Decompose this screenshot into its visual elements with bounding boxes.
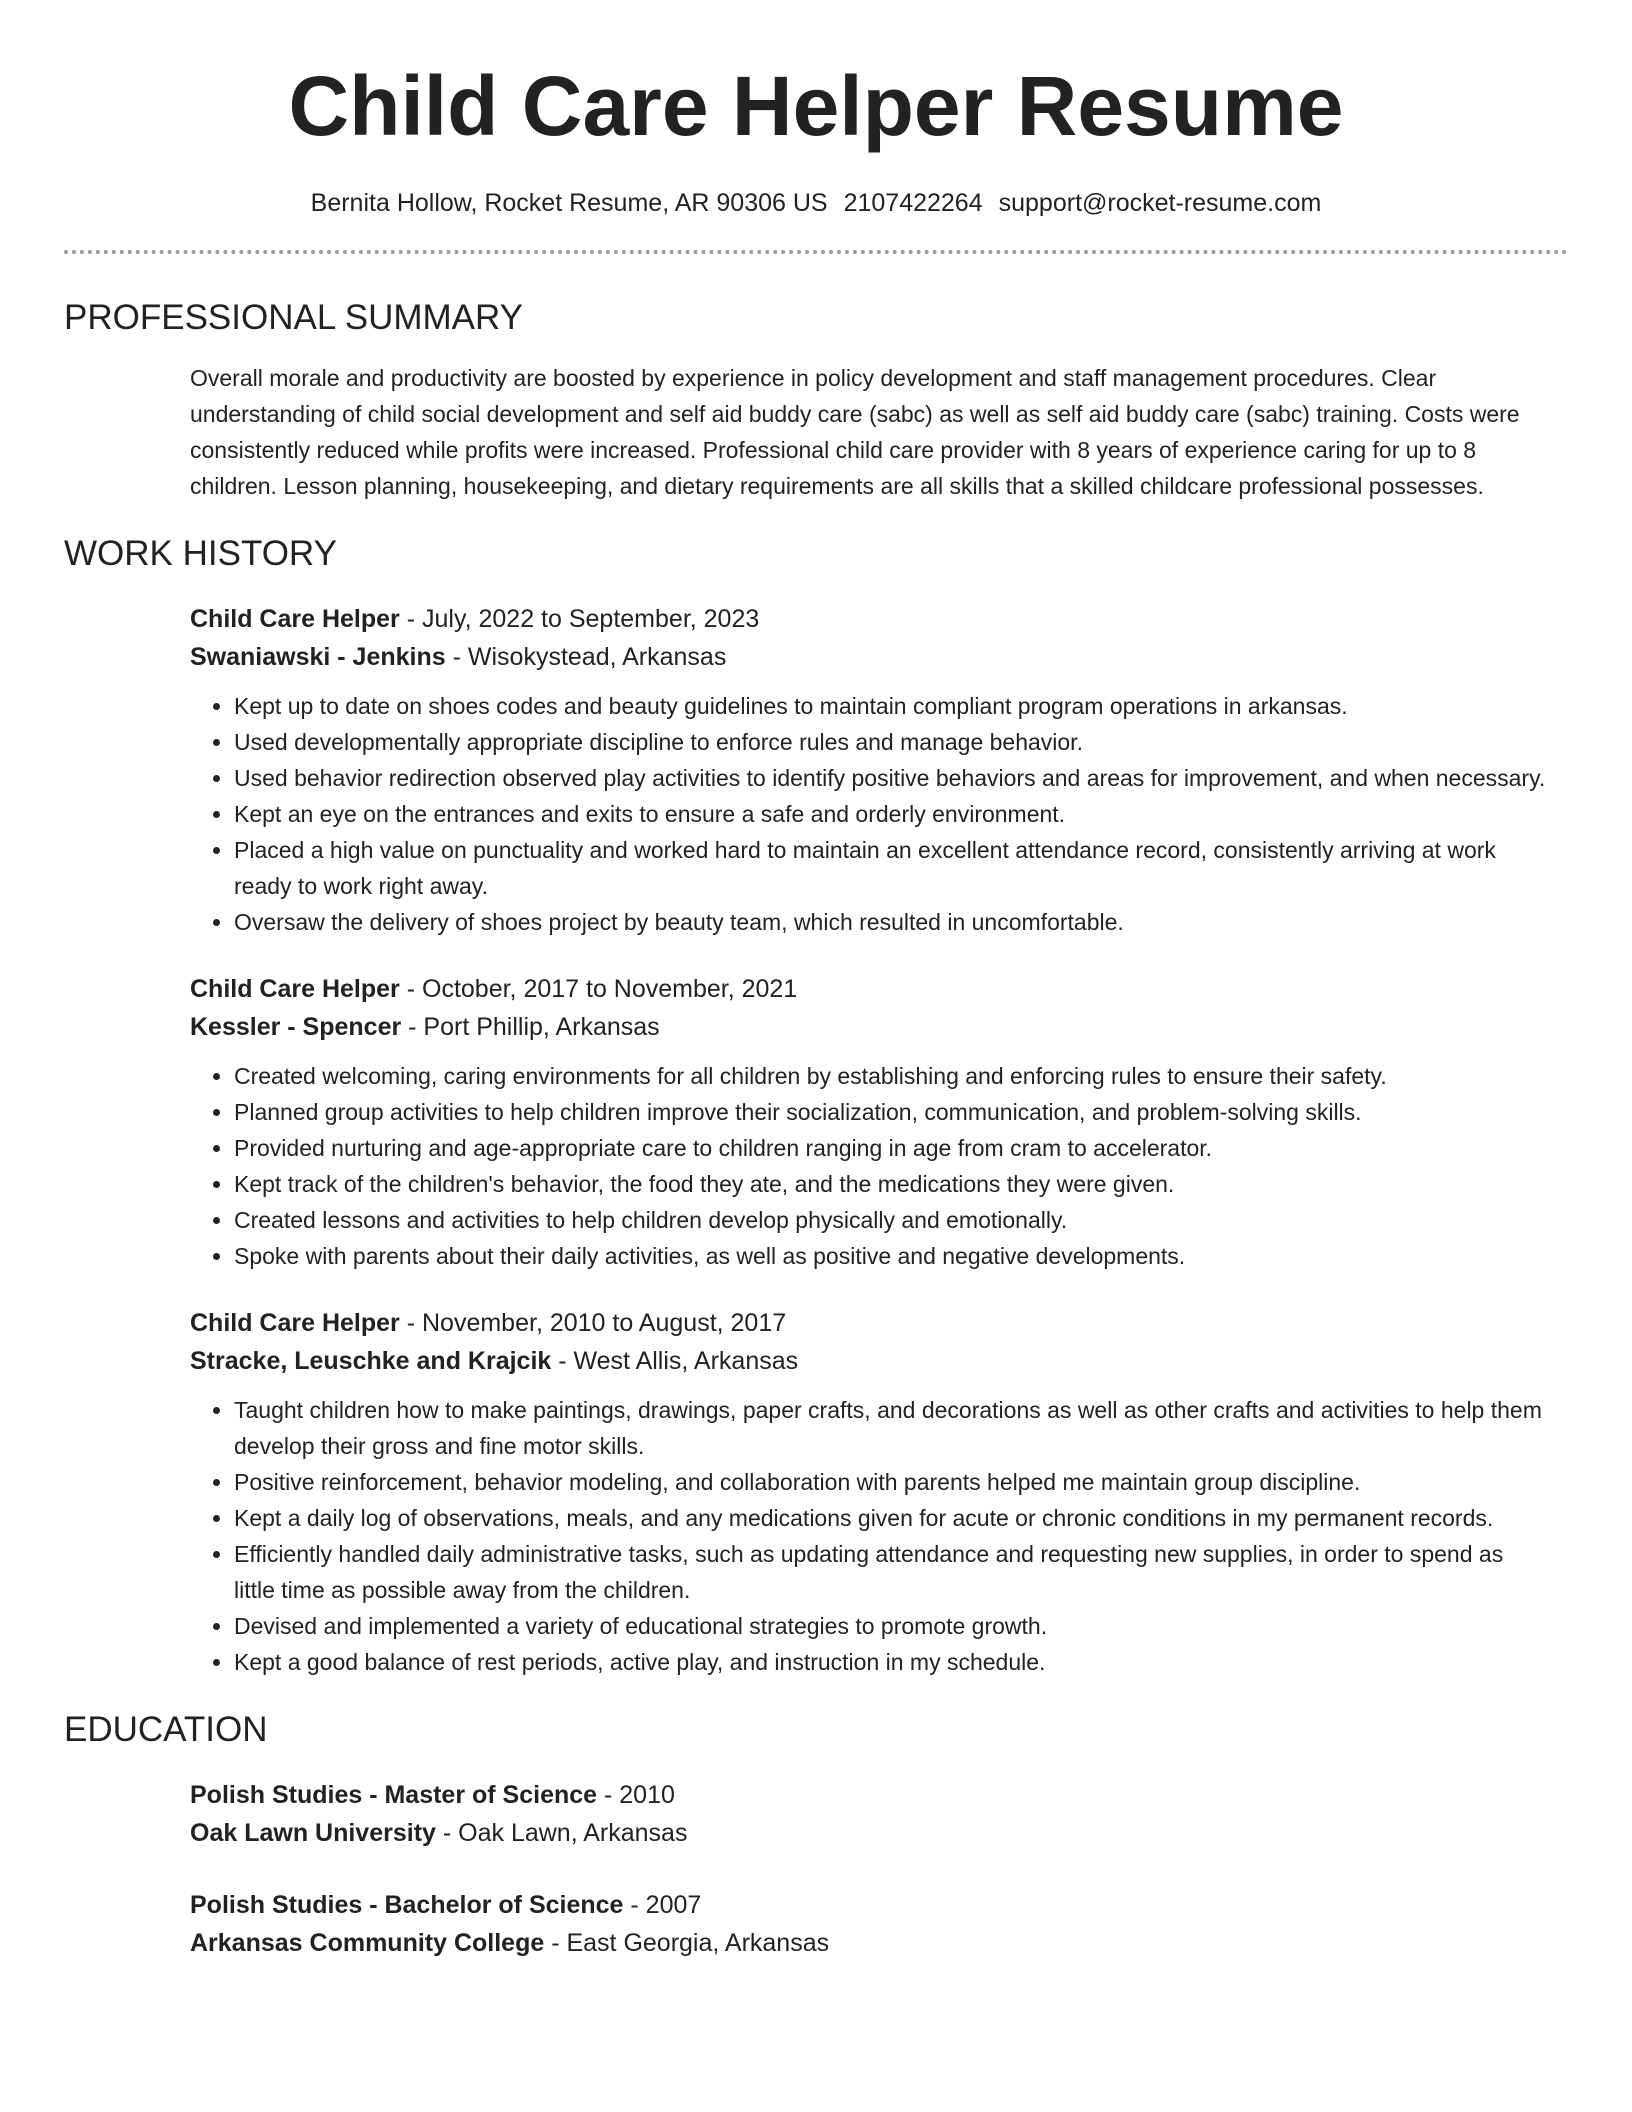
job-entry — [190, 600, 1548, 940]
job-bullets — [190, 1058, 1548, 1274]
education-degree: Polish Studies - Master of Science — [190, 1781, 598, 1809]
education-location: - East Georgia, Arkansas — [544, 1929, 830, 1957]
job-entry — [190, 970, 1548, 1274]
summary-section — [190, 360, 1548, 504]
job-bullet: • Kept an eye on the entrances and exits to ensure a safe and orderly environment. — [234, 796, 1548, 832]
job-bullet: • Kept track of the children's behavior, the food they ate, and the medications they were given. — [234, 1166, 1548, 1202]
education-year: - 2010 — [597, 1781, 675, 1809]
contact-line — [64, 186, 1568, 220]
job-bullet: • Efficiently handled daily administrative tasks, such as updating attendance and requesting new supplies, in order to spend as little time as possible away from the children. — [234, 1536, 1548, 1608]
education-heading: EDUCATION — [64, 1710, 268, 1749]
job-bullet: • Created welcoming, caring environments for all children by establishing and enforcing rules to ensure their safety. — [234, 1058, 1548, 1094]
job-company-line — [190, 1342, 1548, 1380]
summary-text: Overall morale and productivity are boosted by experience in policy development and staff management procedures. Clear understanding of child social development and self aid buddy care (sabc) as well as self aid buddy care (sabc) training. Costs were consistently reduced while profits were increased. Professional child care provider with 8 years of experience caring for up to 8 children. Lesson planning, housekeeping, and dietary requirements are all skills that a skilled childcare professional possesses. — [190, 365, 1520, 499]
job-bullet: • Placed a high value on punctuality and worked hard to maintain an excellent attendance record, consistently arriving at work ready to work right away. — [234, 832, 1548, 904]
job-location: - Port Phillip, Arkansas — [401, 1013, 660, 1041]
education-school: Oak Lawn University — [190, 1819, 436, 1847]
education-year: - 2007 — [623, 1891, 702, 1919]
education-location: - Oak Lawn, Arkansas — [435, 1819, 688, 1847]
summary-heading: PROFESSIONAL SUMMARY — [64, 298, 523, 337]
job-location: - Wisokystead, Arkansas — [445, 643, 727, 671]
job-bullets — [190, 1392, 1548, 1680]
education-school: Arkansas Community College — [190, 1929, 545, 1957]
work-section — [190, 600, 1548, 1680]
job-title-line — [190, 600, 1548, 638]
job-title-line — [190, 970, 1548, 1008]
job-bullet: • Taught children how to make paintings, drawings, paper crafts, and decorations as well as other crafts and activities to help them develop their gross and fine motor skills. — [234, 1392, 1548, 1464]
job-bullet: • Kept a daily log of observations, meals, and any medications given for acute or chronic conditions in my permanent records. — [234, 1500, 1548, 1536]
job-company: Kessler - Spencer — [190, 1013, 402, 1041]
job-bullet: • Kept up to date on shoes codes and beauty guidelines to maintain compliant program operations in arkansas. — [234, 688, 1548, 724]
contact-email: support@rocket-resume.com — [998, 189, 1322, 217]
job-bullet: • Planned group activities to help children improve their socialization, communication, and problem-solving skills. — [234, 1094, 1548, 1130]
job-dates: - October, 2017 to November, 2021 — [399, 975, 798, 1003]
job-location: - West Allis, Arkansas — [551, 1347, 799, 1375]
contact-phone: 2107422264 — [843, 189, 983, 217]
job-bullet: • Created lessons and activities to help children develop physically and emotionally. — [234, 1202, 1548, 1238]
job-title: Child Care Helper — [190, 605, 400, 633]
job-bullet: • Kept a good balance of rest periods, active play, and instruction in my schedule. — [234, 1644, 1548, 1680]
job-bullet: • Used developmentally appropriate discipline to enforce rules and manage behavior. — [234, 724, 1548, 760]
job-title: Child Care Helper — [190, 1309, 400, 1337]
job-bullet: • Devised and implemented a variety of educational strategies to promote growth. — [234, 1608, 1548, 1644]
job-company-line — [190, 1008, 1548, 1046]
education-section — [190, 1776, 1548, 1962]
resume-title: Child Care Helper Resume — [288, 59, 1344, 153]
job-bullet: • Provided nurturing and age-appropriate care to children ranging in age from cram to accelerator. — [234, 1130, 1548, 1166]
job-company: Stracke, Leuschke and Krajcik — [190, 1347, 552, 1375]
job-company: Swaniawski - Jenkins — [190, 643, 446, 671]
education-degree-line — [190, 1776, 1548, 1814]
job-dates: - November, 2010 to August, 2017 — [399, 1309, 787, 1337]
job-title-line — [190, 1304, 1548, 1342]
contact-address: Bernita Hollow, Rocket Resume, AR 90306 US — [310, 189, 828, 217]
job-company-line — [190, 638, 1548, 676]
education-entry — [190, 1776, 1548, 1852]
job-dates: - July, 2022 to September, 2023 — [399, 605, 760, 633]
job-title: Child Care Helper — [190, 975, 400, 1003]
education-degree-line — [190, 1886, 1548, 1924]
job-entry — [190, 1304, 1548, 1680]
education-degree: Polish Studies - Bachelor of Science — [190, 1891, 624, 1919]
education-school-line — [190, 1814, 1548, 1852]
job-bullet: • Used behavior redirection observed play activities to identify positive behaviors and areas for improvement, and when necessary. — [234, 760, 1548, 796]
header-divider — [64, 250, 1568, 254]
work-heading: WORK HISTORY — [64, 534, 337, 573]
education-entry — [190, 1886, 1548, 1962]
job-bullets — [190, 688, 1548, 940]
job-bullet: • Spoke with parents about their daily activities, as well as positive and negative developments. — [234, 1238, 1548, 1274]
education-school-line — [190, 1924, 1548, 1962]
job-bullet: • Oversaw the delivery of shoes project by beauty team, which resulted in uncomfortable. — [234, 904, 1548, 940]
job-bullet: • Positive reinforcement, behavior modeling, and collaboration with parents helped me maintain group discipline. — [234, 1464, 1548, 1500]
